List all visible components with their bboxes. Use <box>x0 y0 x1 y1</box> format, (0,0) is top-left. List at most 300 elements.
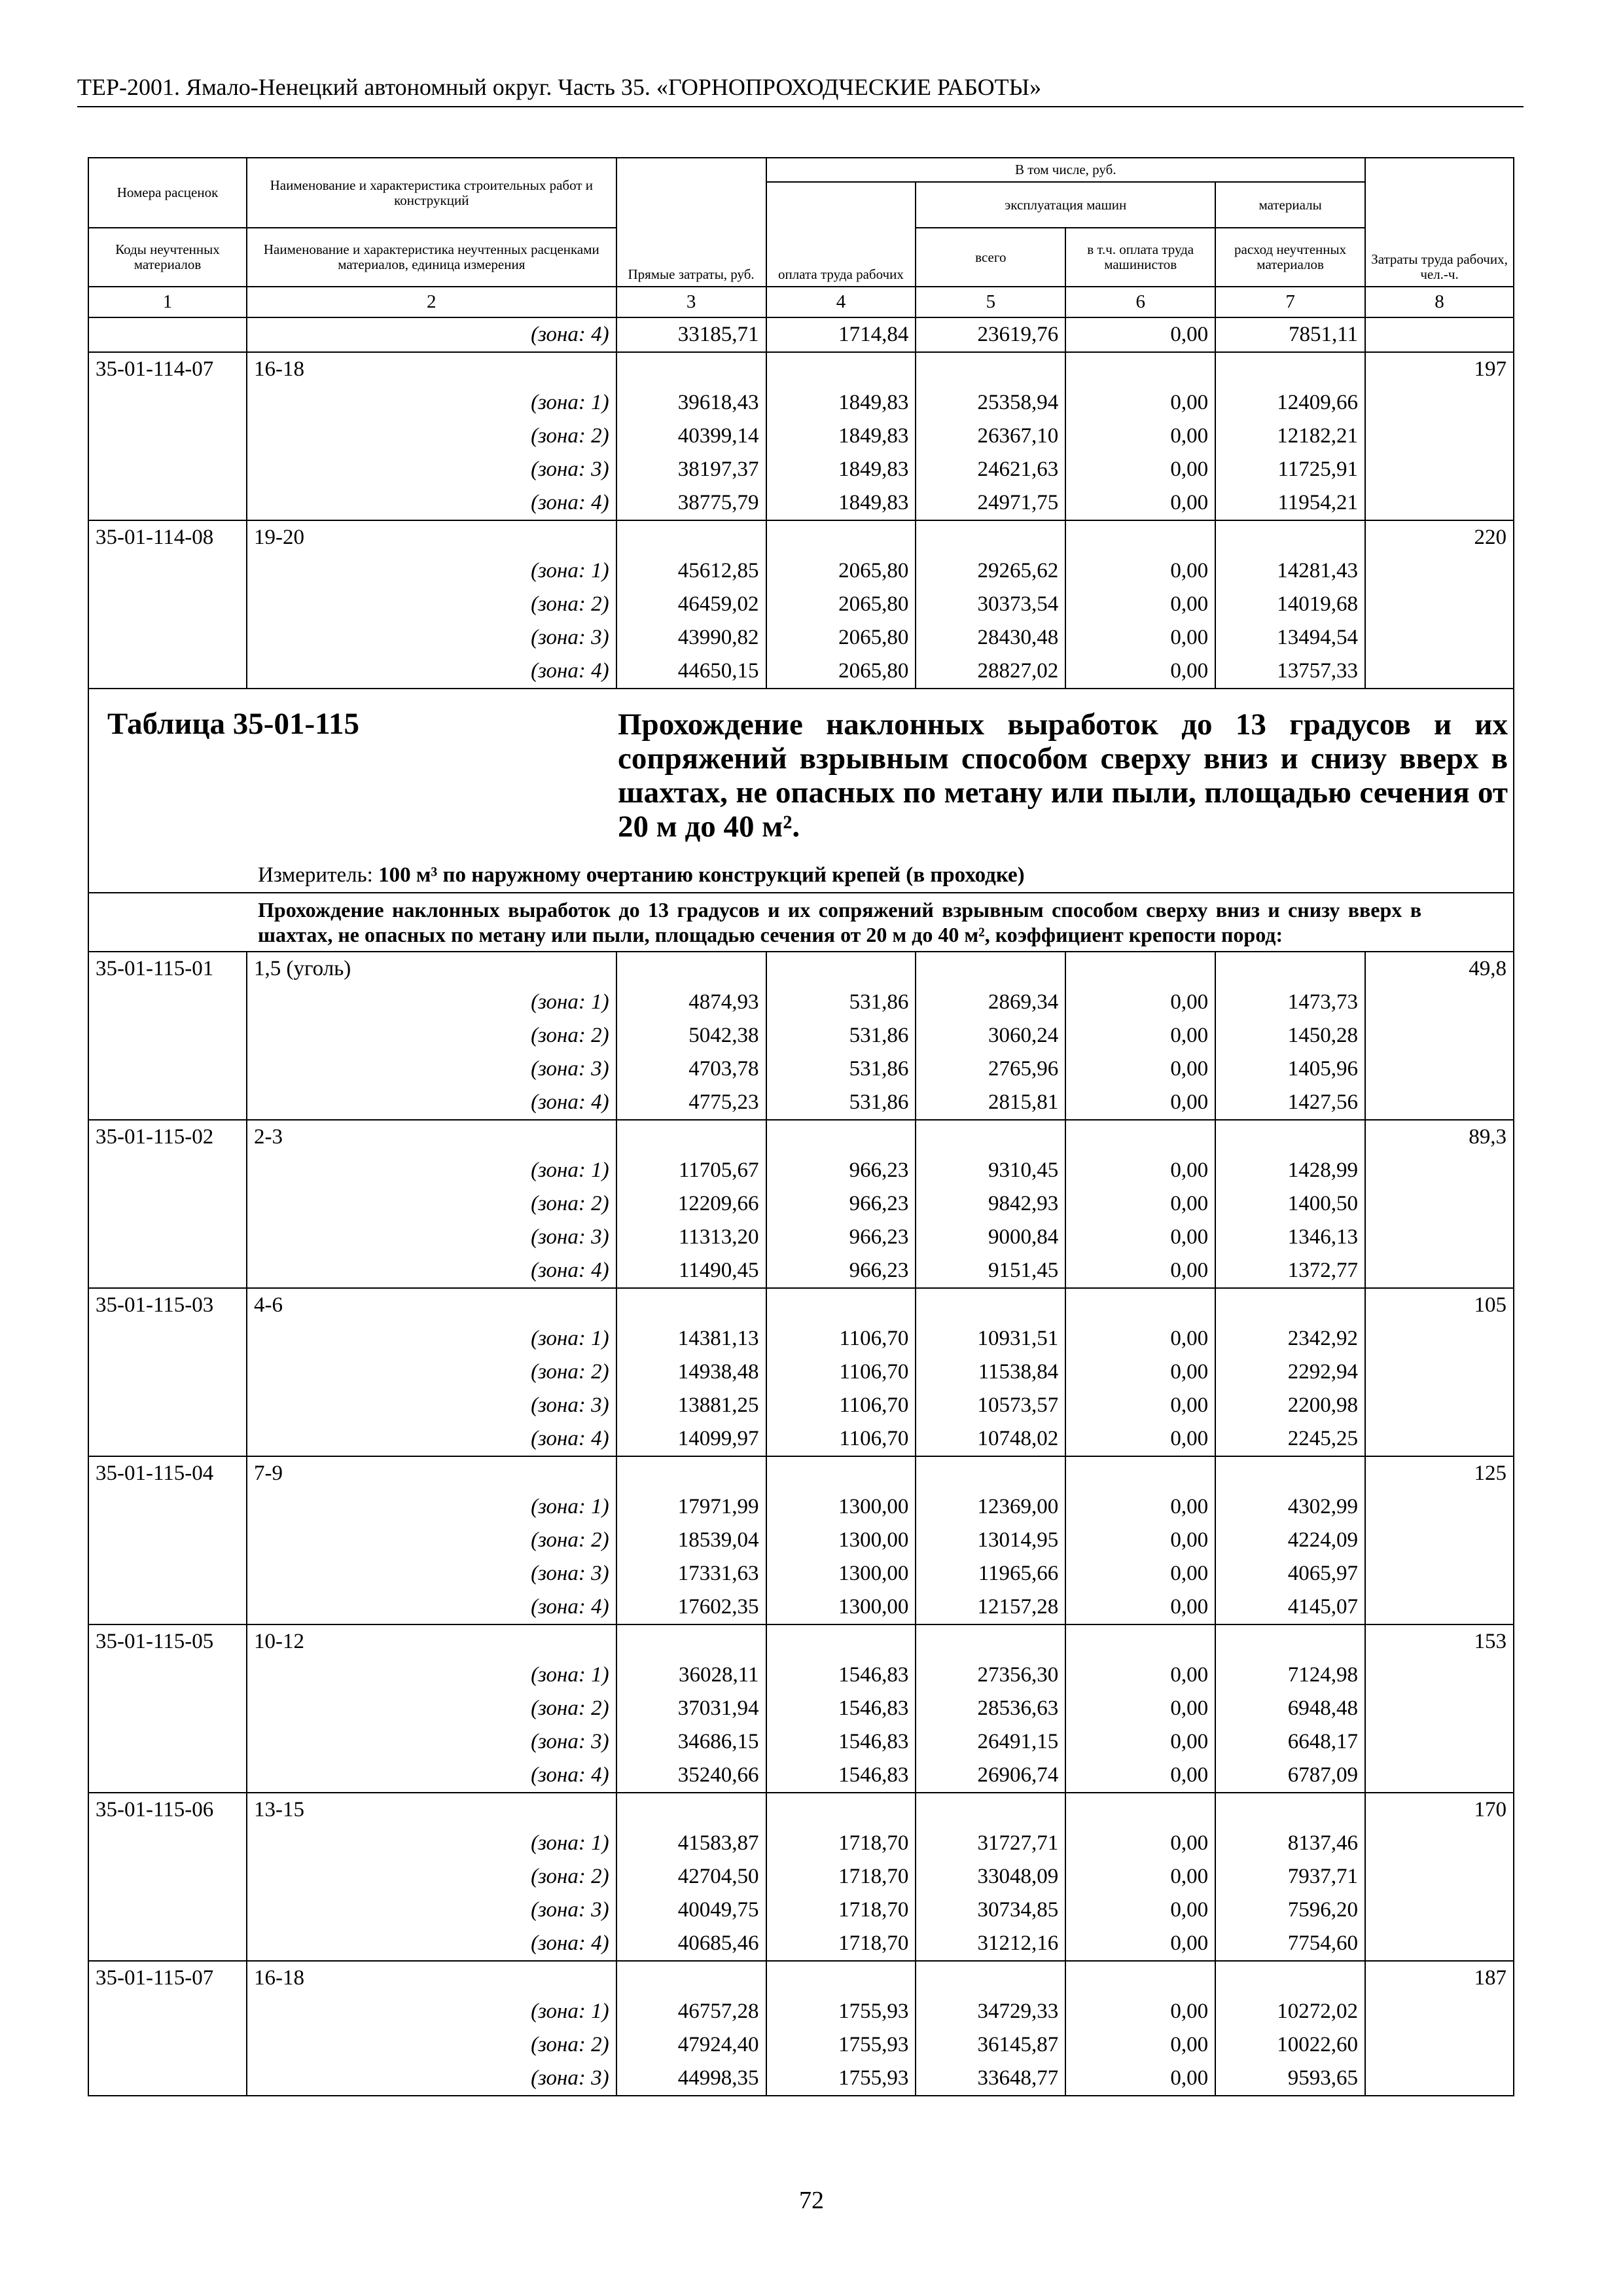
code-cell <box>88 1086 247 1120</box>
zone-cell: (зона: 3) <box>247 1557 616 1590</box>
rate-code-cell: 35-01-115-01 <box>88 952 247 986</box>
materials-cell: 1428,99 <box>1215 1154 1365 1187</box>
direct-costs-cell: 12209,66 <box>616 1187 766 1221</box>
code-cell <box>88 317 247 352</box>
machinists-cell: 0,00 <box>1065 2028 1215 2062</box>
empty-cell <box>1065 952 1215 986</box>
direct-costs-cell: 35240,66 <box>616 1759 766 1793</box>
table-row <box>88 1389 1514 1422</box>
labor-pay-cell: 966,23 <box>766 1187 916 1221</box>
direct-costs-cell: 38197,37 <box>616 453 766 486</box>
labor-pay-cell: 1546,83 <box>766 1692 916 1725</box>
rate-code-cell: 35-01-115-05 <box>88 1624 247 1659</box>
machines-cell: 13014,95 <box>916 1524 1065 1557</box>
labor-hours-cell <box>1365 1389 1514 1422</box>
zone-cell: (зона: 4) <box>247 1759 616 1793</box>
labor-pay-cell: 1755,93 <box>766 2028 916 2062</box>
machines-cell: 26491,15 <box>916 1725 1065 1759</box>
machines-cell: 9310,45 <box>916 1154 1065 1187</box>
materials-cell: 4145,07 <box>1215 1590 1365 1624</box>
direct-costs-cell: 17971,99 <box>616 1490 766 1524</box>
machines-cell: 31727,71 <box>916 1827 1065 1860</box>
code-cell <box>88 1322 247 1355</box>
labor-pay-cell: 966,23 <box>766 1154 916 1187</box>
materials-cell: 2342,92 <box>1215 1322 1365 1355</box>
zone-cell: (зона: 4) <box>247 317 616 352</box>
code-cell <box>88 1490 247 1524</box>
direct-costs-cell: 44650,15 <box>616 655 766 689</box>
direct-costs-cell: 41583,87 <box>616 1827 766 1860</box>
column-number: 4 <box>766 287 916 317</box>
zone-cell: (зона: 1) <box>247 554 616 588</box>
machines-cell: 10573,57 <box>916 1389 1065 1422</box>
materials-cell: 13494,54 <box>1215 621 1365 655</box>
table-row-group-header <box>88 1456 1514 1490</box>
materials-cell: 11725,91 <box>1215 453 1365 486</box>
code-cell <box>88 1927 247 1961</box>
zone-cell: (зона: 2) <box>247 1860 616 1893</box>
zone-cell: (зона: 1) <box>247 386 616 420</box>
materials-cell: 7851,11 <box>1215 317 1365 352</box>
table-row <box>88 1725 1514 1759</box>
machinists-cell: 0,00 <box>1065 1725 1215 1759</box>
code-cell <box>88 1557 247 1590</box>
code-cell <box>88 1389 247 1422</box>
labor-hours-cell <box>1365 588 1514 621</box>
group-label-cell: 2-3 <box>247 1120 616 1154</box>
machines-cell: 30734,85 <box>916 1893 1065 1927</box>
table-row-group-header <box>88 952 1514 986</box>
labor-hours-cell <box>1365 386 1514 420</box>
group-label-cell: 16-18 <box>247 352 616 386</box>
empty-cell <box>916 1120 1065 1154</box>
empty-cell <box>1065 1961 1215 1995</box>
materials-cell: 13757,33 <box>1215 655 1365 689</box>
machines-cell: 33048,09 <box>916 1860 1065 1893</box>
empty-cell <box>1215 952 1365 986</box>
zone-cell: (зона: 1) <box>247 1322 616 1355</box>
labor-pay-cell: 1718,70 <box>766 1927 916 1961</box>
direct-costs-cell: 42704,50 <box>616 1860 766 1893</box>
code-cell <box>88 655 247 689</box>
empty-cell <box>616 1288 766 1322</box>
empty-cell <box>1215 520 1365 554</box>
table-row <box>88 1557 1514 1590</box>
machinists-cell: 0,00 <box>1065 1154 1215 1187</box>
code-cell <box>88 1759 247 1793</box>
labor-pay-cell: 531,86 <box>766 1019 916 1052</box>
machinists-cell: 0,00 <box>1065 2062 1215 2096</box>
direct-costs-cell: 4775,23 <box>616 1086 766 1120</box>
rate-code-cell: 35-01-115-06 <box>88 1793 247 1827</box>
table-row-group-header <box>88 1288 1514 1322</box>
col-labor-costs: Затраты труда рабочих, чел.-ч. <box>1365 158 1514 287</box>
machines-cell: 31212,16 <box>916 1927 1065 1961</box>
table-row <box>88 1086 1514 1120</box>
machines-cell: 25358,94 <box>916 386 1065 420</box>
machines-cell: 12157,28 <box>916 1590 1065 1624</box>
machines-cell: 24621,63 <box>916 453 1065 486</box>
machines-cell: 33648,77 <box>916 2062 1065 2096</box>
machinists-cell: 0,00 <box>1065 1322 1215 1355</box>
col-machine-operation: эксплуатация машин <box>916 182 1215 228</box>
labor-hours-cell <box>1365 420 1514 453</box>
zone-cell: (зона: 2) <box>247 420 616 453</box>
table-row <box>88 1893 1514 1927</box>
machines-cell: 28827,02 <box>916 655 1065 689</box>
col-material-codes: Коды неучтенных материалов <box>88 228 247 287</box>
labor-pay-cell: 1106,70 <box>766 1389 916 1422</box>
machines-cell: 24971,75 <box>916 486 1065 520</box>
zone-cell: (зона: 3) <box>247 1052 616 1086</box>
labor-hours-cell: 89,3 <box>1365 1120 1514 1154</box>
zone-cell: (зона: 4) <box>247 1422 616 1456</box>
direct-costs-cell: 43990,82 <box>616 621 766 655</box>
code-cell <box>88 1995 247 2028</box>
labor-hours-cell <box>1365 621 1514 655</box>
labor-hours-cell: 220 <box>1365 520 1514 554</box>
labor-pay-cell: 1300,00 <box>766 1590 916 1624</box>
machinists-cell: 0,00 <box>1065 1490 1215 1524</box>
machinists-cell: 0,00 <box>1065 453 1215 486</box>
meter-cell <box>88 861 1514 893</box>
machinists-cell: 0,00 <box>1065 1557 1215 1590</box>
table-row <box>88 1187 1514 1221</box>
labor-hours-cell <box>1365 986 1514 1019</box>
machinists-cell: 0,00 <box>1065 1254 1215 1288</box>
empty-cell <box>766 1793 916 1827</box>
machines-cell: 9151,45 <box>916 1254 1065 1288</box>
table-row <box>88 420 1514 453</box>
direct-costs-cell: 39618,43 <box>616 386 766 420</box>
materials-cell: 1450,28 <box>1215 1019 1365 1052</box>
machinists-cell: 0,00 <box>1065 1389 1215 1422</box>
labor-pay-cell: 2065,80 <box>766 621 916 655</box>
machines-cell: 23619,76 <box>916 317 1065 352</box>
empty-cell <box>1065 1624 1215 1659</box>
zone-cell: (зона: 1) <box>247 986 616 1019</box>
labor-hours-cell <box>1365 1692 1514 1725</box>
rate-code-cell: 35-01-115-03 <box>88 1288 247 1322</box>
col-unaccounted-materials: расход неучтенных материалов <box>1215 228 1365 287</box>
direct-costs-cell: 17331,63 <box>616 1557 766 1590</box>
table-row <box>88 1355 1514 1389</box>
empty-cell <box>616 1456 766 1490</box>
machinists-cell: 0,00 <box>1065 1524 1215 1557</box>
direct-costs-cell: 46757,28 <box>616 1995 766 2028</box>
code-cell <box>88 1659 247 1692</box>
materials-cell: 6787,09 <box>1215 1759 1365 1793</box>
machinists-cell: 0,00 <box>1065 621 1215 655</box>
materials-cell: 2245,25 <box>1215 1422 1365 1456</box>
page-number: 72 <box>799 2187 824 2214</box>
table-row <box>88 1221 1514 1254</box>
materials-cell: 1372,77 <box>1215 1254 1365 1288</box>
empty-cell <box>1065 1456 1215 1490</box>
code-cell <box>88 1019 247 1052</box>
empty-cell <box>1065 1793 1215 1827</box>
direct-costs-cell: 40399,14 <box>616 420 766 453</box>
empty-cell <box>916 1793 1065 1827</box>
code-cell <box>88 1052 247 1086</box>
labor-pay-cell: 1849,83 <box>766 486 916 520</box>
materials-cell: 8137,46 <box>1215 1827 1365 1860</box>
labor-hours-cell <box>1365 1490 1514 1524</box>
labor-pay-cell: 531,86 <box>766 986 916 1019</box>
empty-cell <box>616 352 766 386</box>
labor-hours-cell <box>1365 1221 1514 1254</box>
group-label-cell: 19-20 <box>247 520 616 554</box>
labor-hours-cell: 197 <box>1365 352 1514 386</box>
column-number: 6 <box>1065 287 1215 317</box>
labor-hours-cell <box>1365 1759 1514 1793</box>
code-cell <box>88 1692 247 1725</box>
machines-cell: 3060,24 <box>916 1019 1065 1052</box>
empty-cell <box>916 352 1065 386</box>
empty-cell <box>766 1288 916 1322</box>
direct-costs-cell: 11490,45 <box>616 1254 766 1288</box>
empty-cell <box>766 1120 916 1154</box>
empty-cell <box>616 1120 766 1154</box>
subtitle-cell <box>88 893 1514 952</box>
machinists-cell: 0,00 <box>1065 420 1215 453</box>
empty-cell <box>766 952 916 986</box>
labor-pay-cell: 1755,93 <box>766 2062 916 2096</box>
meter-value: 100 м³ по наружному очертанию конструкций крепей (в проходке) <box>378 863 1025 887</box>
direct-costs-cell: 5042,38 <box>616 1019 766 1052</box>
code-cell <box>88 1355 247 1389</box>
materials-cell: 2292,94 <box>1215 1355 1365 1389</box>
table-row <box>88 1692 1514 1725</box>
zone-cell: (зона: 3) <box>247 2062 616 2096</box>
meter-row <box>88 861 1514 893</box>
machines-cell: 30373,54 <box>916 588 1065 621</box>
materials-cell: 6948,48 <box>1215 1692 1365 1725</box>
col-materials: материалы <box>1215 182 1365 228</box>
zone-cell: (зона: 3) <box>247 1389 616 1422</box>
empty-cell <box>766 1961 916 1995</box>
price-table <box>88 157 1514 2096</box>
materials-cell: 7596,20 <box>1215 1893 1365 1927</box>
direct-costs-cell: 40049,75 <box>616 1893 766 1927</box>
zone-cell: (зона: 3) <box>247 1221 616 1254</box>
machines-cell: 11538,84 <box>916 1355 1065 1389</box>
table-row <box>88 1154 1514 1187</box>
table-row-group-header <box>88 1624 1514 1659</box>
empty-cell <box>766 1624 916 1659</box>
labor-pay-cell: 1718,70 <box>766 1827 916 1860</box>
machinists-cell: 0,00 <box>1065 1860 1215 1893</box>
empty-cell <box>1215 1120 1365 1154</box>
table-row <box>88 1590 1514 1624</box>
machines-cell: 26367,10 <box>916 420 1065 453</box>
col-direct-costs: Прямые затраты, руб. <box>616 158 766 287</box>
machines-cell: 10748,02 <box>916 1422 1065 1456</box>
direct-costs-cell: 14381,13 <box>616 1322 766 1355</box>
zone-cell: (зона: 4) <box>247 1254 616 1288</box>
labor-pay-cell: 2065,80 <box>766 554 916 588</box>
labor-pay-cell: 1300,00 <box>766 1490 916 1524</box>
zone-cell: (зона: 2) <box>247 1019 616 1052</box>
direct-costs-cell: 17602,35 <box>616 1590 766 1624</box>
rate-code-cell: 35-01-115-04 <box>88 1456 247 1490</box>
rate-code-cell: 35-01-115-02 <box>88 1120 247 1154</box>
labor-hours-cell <box>1365 1086 1514 1120</box>
direct-costs-cell: 38775,79 <box>616 486 766 520</box>
zone-cell: (зона: 3) <box>247 453 616 486</box>
empty-cell <box>916 1961 1065 1995</box>
labor-pay-cell: 1300,00 <box>766 1524 916 1557</box>
table-row <box>88 2028 1514 2062</box>
machinists-cell: 0,00 <box>1065 1759 1215 1793</box>
code-cell <box>88 1422 247 1456</box>
labor-hours-cell <box>1365 1422 1514 1456</box>
table-row-group-header <box>88 1793 1514 1827</box>
table-row <box>88 1860 1514 1893</box>
labor-pay-cell: 1849,83 <box>766 386 916 420</box>
table-heading-row <box>88 689 1514 861</box>
labor-hours-cell <box>1365 1187 1514 1221</box>
labor-pay-cell: 1106,70 <box>766 1355 916 1389</box>
materials-cell: 9593,65 <box>1215 2062 1365 2096</box>
column-numbers-row <box>88 287 1514 317</box>
code-cell <box>88 1893 247 1927</box>
labor-hours-cell <box>1365 1659 1514 1692</box>
direct-costs-cell: 45612,85 <box>616 554 766 588</box>
zone-cell: (зона: 3) <box>247 621 616 655</box>
machinists-cell: 0,00 <box>1065 1692 1215 1725</box>
materials-cell: 11954,21 <box>1215 486 1365 520</box>
table-heading-cell <box>88 689 1514 861</box>
zone-cell: (зона: 4) <box>247 1927 616 1961</box>
column-number: 1 <box>88 287 247 317</box>
code-cell <box>88 420 247 453</box>
empty-cell <box>616 1624 766 1659</box>
meter-label: Измеритель: <box>258 863 373 887</box>
materials-cell: 7937,71 <box>1215 1860 1365 1893</box>
labor-pay-cell: 1718,70 <box>766 1860 916 1893</box>
table-row <box>88 1524 1514 1557</box>
table-row <box>88 1254 1514 1288</box>
empty-cell <box>916 1624 1065 1659</box>
labor-hours-cell <box>1365 1254 1514 1288</box>
empty-cell <box>1215 1288 1365 1322</box>
machinists-cell: 0,00 <box>1065 1422 1215 1456</box>
machinists-cell: 0,00 <box>1065 386 1215 420</box>
labor-hours-cell <box>1365 1322 1514 1355</box>
labor-hours-cell <box>1365 1827 1514 1860</box>
table-row <box>88 1927 1514 1961</box>
labor-pay-cell: 1755,93 <box>766 1995 916 2028</box>
zone-cell: (зона: 3) <box>247 1725 616 1759</box>
machines-cell: 27356,30 <box>916 1659 1065 1692</box>
machinists-cell: 0,00 <box>1065 588 1215 621</box>
labor-pay-cell: 1546,83 <box>766 1725 916 1759</box>
machinists-cell: 0,00 <box>1065 1086 1215 1120</box>
labor-pay-cell: 966,23 <box>766 1221 916 1254</box>
table-row <box>88 554 1514 588</box>
rate-code-cell: 35-01-115-07 <box>88 1961 247 1995</box>
empty-cell <box>1215 1456 1365 1490</box>
empty-cell <box>766 520 916 554</box>
table-id: Таблица 35-01-115 <box>107 707 359 741</box>
machinists-cell: 0,00 <box>1065 1221 1215 1254</box>
labor-hours-cell: 187 <box>1365 1961 1514 1995</box>
code-cell <box>88 588 247 621</box>
machines-cell: 10931,51 <box>916 1322 1065 1355</box>
labor-pay-cell: 531,86 <box>766 1052 916 1086</box>
table-row <box>88 1759 1514 1793</box>
zone-cell: (зона: 4) <box>247 1590 616 1624</box>
header-row-1 <box>88 158 1514 182</box>
code-cell <box>88 1590 247 1624</box>
table-row <box>88 1995 1514 2028</box>
empty-cell <box>916 952 1065 986</box>
code-cell <box>88 2028 247 2062</box>
direct-costs-cell: 44998,35 <box>616 2062 766 2096</box>
direct-costs-cell: 46459,02 <box>616 588 766 621</box>
table-title: Прохождение наклонных выработок до 13 градусов и их сопряжений взрывным способом сверху вниз и снизу вверх в шахтах, не опасных по метану или пыли, площадью сечения от 20 м до 40 м². <box>618 708 1508 844</box>
labor-hours-cell <box>1365 1019 1514 1052</box>
code-cell <box>88 386 247 420</box>
labor-pay-cell: 1714,84 <box>766 317 916 352</box>
empty-cell <box>1215 1624 1365 1659</box>
machines-cell: 28536,63 <box>916 1692 1065 1725</box>
code-cell <box>88 486 247 520</box>
zone-cell: (зона: 2) <box>247 2028 616 2062</box>
machinists-cell: 0,00 <box>1065 1187 1215 1221</box>
empty-cell <box>1215 1793 1365 1827</box>
machines-cell: 26906,74 <box>916 1759 1065 1793</box>
direct-costs-cell: 4874,93 <box>616 986 766 1019</box>
materials-cell: 10272,02 <box>1215 1995 1365 2028</box>
empty-cell <box>616 1961 766 1995</box>
table-row <box>88 588 1514 621</box>
labor-hours-cell: 125 <box>1365 1456 1514 1490</box>
labor-hours-cell <box>1365 1154 1514 1187</box>
group-label-cell: 10-12 <box>247 1624 616 1659</box>
running-header: ТЕР-2001. Ямало-Ненецкий автономный округ. Часть 35. «ГОРНОПРОХОДЧЕСКИЕ РАБОТЫ» <box>77 73 1524 107</box>
table-row-group-header <box>88 520 1514 554</box>
zone-cell: (зона: 2) <box>247 1524 616 1557</box>
direct-costs-cell: 11705,67 <box>616 1154 766 1187</box>
materials-cell: 14019,68 <box>1215 588 1365 621</box>
code-cell <box>88 986 247 1019</box>
zone-cell: (зона: 4) <box>247 1086 616 1120</box>
table-row <box>88 386 1514 420</box>
table-row <box>88 986 1514 1019</box>
labor-hours-cell <box>1365 1557 1514 1590</box>
table-row-group-header <box>88 352 1514 386</box>
group-label-cell: 4-6 <box>247 1288 616 1322</box>
labor-pay-cell: 2065,80 <box>766 588 916 621</box>
labor-hours-cell <box>1365 655 1514 689</box>
empty-cell <box>616 952 766 986</box>
direct-costs-cell: 37031,94 <box>616 1692 766 1725</box>
direct-costs-cell: 34686,15 <box>616 1725 766 1759</box>
table-row <box>88 1490 1514 1524</box>
col-machines-total: всего <box>916 228 1065 287</box>
empty-cell <box>766 1456 916 1490</box>
labor-hours-cell <box>1365 2062 1514 2096</box>
materials-cell: 4065,97 <box>1215 1557 1365 1590</box>
labor-hours-cell <box>1365 1995 1514 2028</box>
machines-cell: 2869,34 <box>916 986 1065 1019</box>
code-cell <box>88 1154 247 1187</box>
direct-costs-cell: 13881,25 <box>616 1389 766 1422</box>
labor-pay-cell: 2065,80 <box>766 655 916 689</box>
zone-cell: (зона: 2) <box>247 1355 616 1389</box>
